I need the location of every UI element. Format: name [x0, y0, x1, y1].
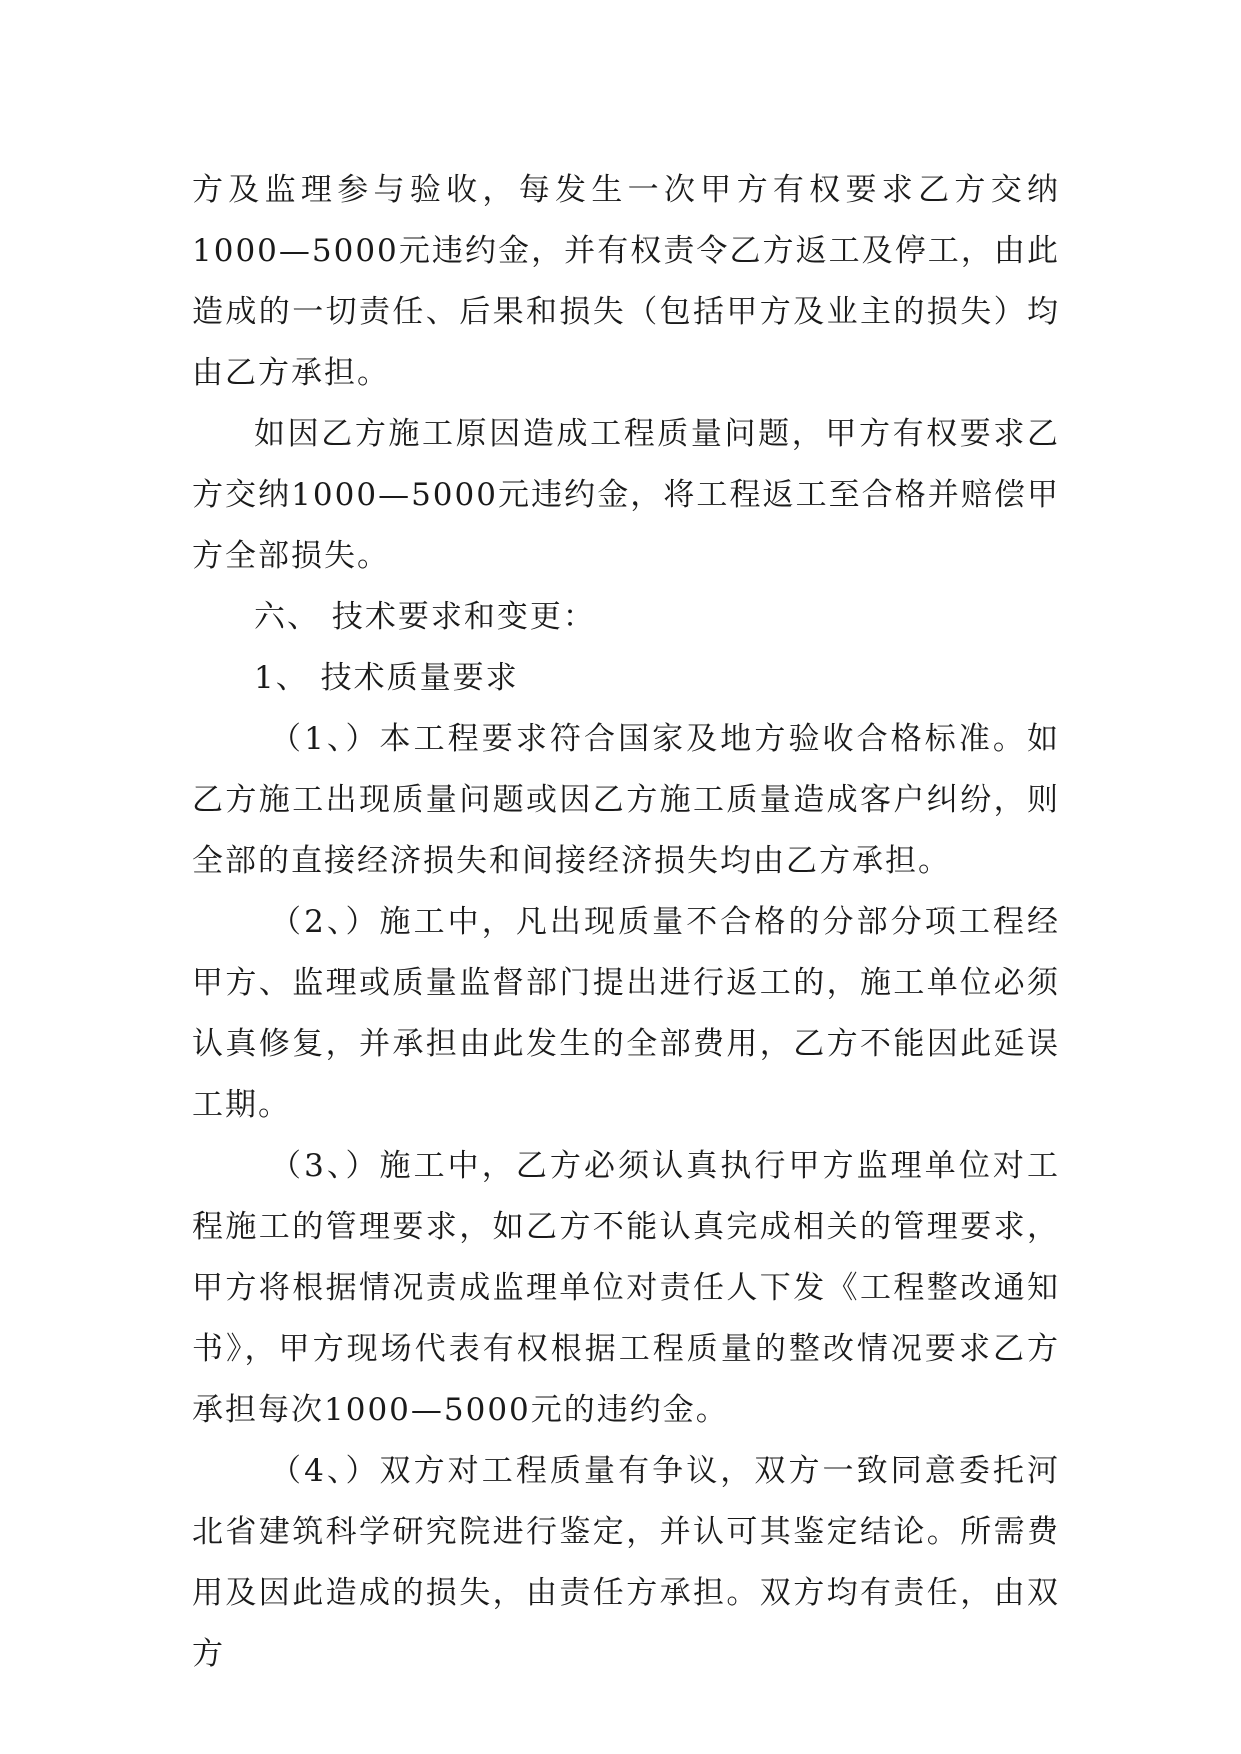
document-body: [192, 160, 1060, 1685]
section-heading-technical-requirements: 六、 技术要求和变更：: [254, 599, 596, 635]
clause-1: （1、）本工程要求符合国家及地方验收合格标准。如乙方施工出现质量问题或因乙方施工质量造成客户纠纷，则全部的直接经济损失和间接经济损失均由乙方承担。: [192, 721, 1060, 879]
clause-2: （2、）施工中，凡出现质量不合格的分部分项工程经甲方、监理或质量监督部门提出进行返工的，施工单位必须认真修复，并承担由此发生的全部费用，乙方不能因此延误工期。: [192, 904, 1060, 1123]
subsection-heading-quality-requirements: 1、 技术质量要求: [254, 660, 519, 696]
clause-3: （3、）施工中，乙方必须认真执行甲方监理单位对工程施工的管理要求，如乙方不能认真完成相关的管理要求，甲方将根据情况责成监理单位对责任人下发《工程整改通知书》，甲方现场代表有权根据工程质量的整改情况要求乙方承担每次1000—5000元的违约金。: [192, 1148, 1060, 1428]
paragraph-continuation: 方及监理参与验收，每发生一次甲方有权要求乙方交纳1000—5000元违约金，并有权责令乙方返工及停工，由此造成的一切责任、后果和损失（包括甲方及业主的损失）均由乙方承担。: [192, 172, 1060, 391]
clause-4: （4、）双方对工程质量有争议，双方一致同意委托河北省建筑科学研究院进行鉴定，并认可其鉴定结论。所需费用及因此造成的损失，由责任方承担。双方均有责任，由双方: [192, 1453, 1060, 1672]
paragraph-quality-penalty: 如因乙方施工原因造成工程质量问题，甲方有权要求乙方交纳1000—5000元违约金，将工程返工至合格并赔偿甲方全部损失。: [192, 416, 1060, 574]
